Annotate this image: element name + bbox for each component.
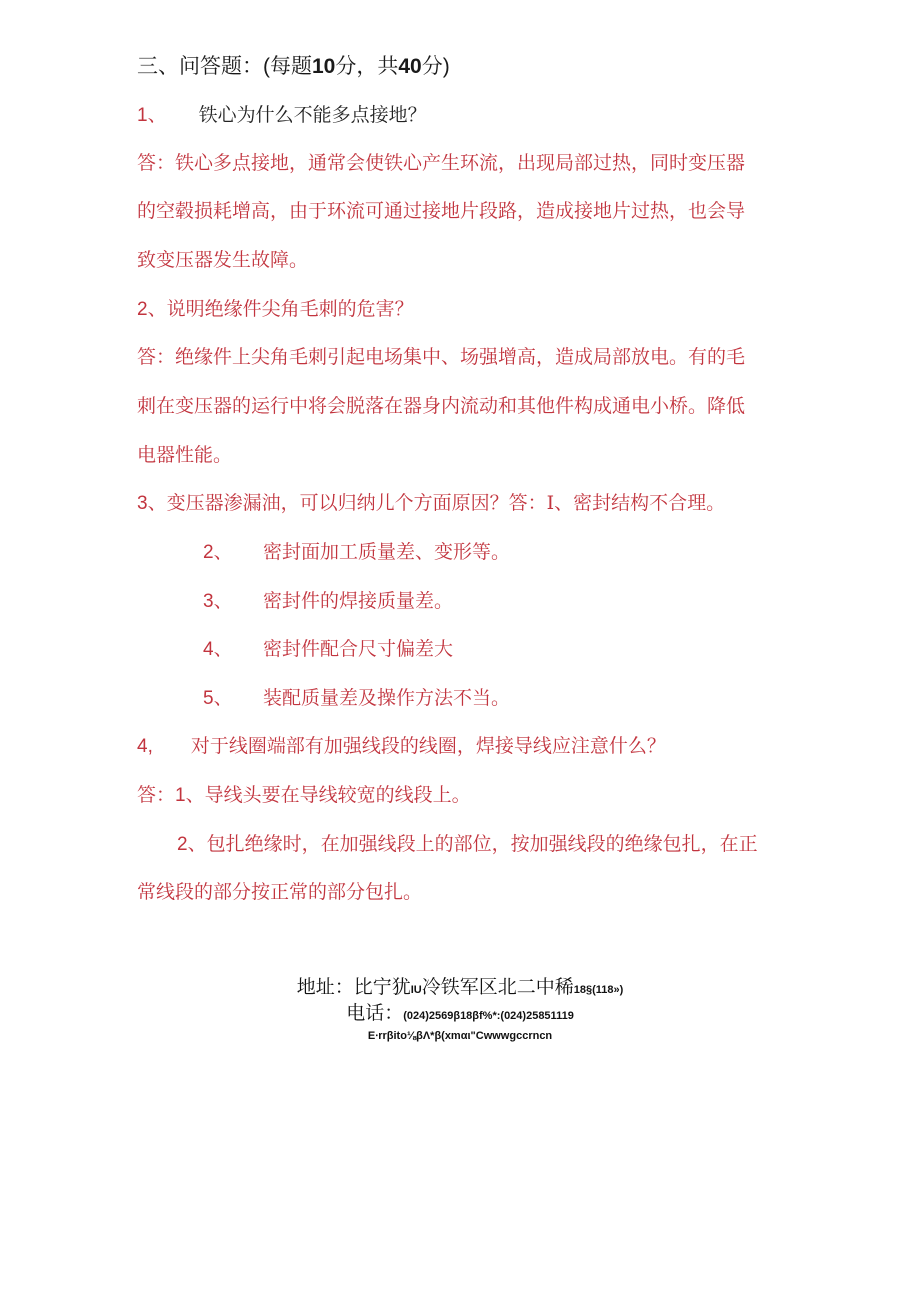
answer-2-line-2: 刺在变压器的运行中将会脱落在器身内流动和其他件构成通电小桥。降低	[137, 395, 746, 417]
answer-3-item-text: 密封件配合尺寸偏差大	[263, 638, 454, 660]
question-3-number: 3	[137, 493, 148, 514]
section-title-e: 分)	[421, 55, 450, 78]
question-1-text: 铁心为什么不能多点接地？	[198, 104, 427, 126]
question-3-text: 、变压器渗漏油，可以归纳儿个方面原因？答：I、密封结构不合理。	[147, 492, 726, 514]
answer-3-item-number: 4、	[203, 639, 233, 660]
answer-3-item-3	[203, 589, 453, 614]
answer-3-item-text: 装配质量差及操作方法不当。	[263, 687, 511, 709]
address-small-1: IU	[410, 984, 422, 996]
answer-1-line-2: 的空毂损耗增高，由于环流可通过接地片段路，造成接地片过热，也会导	[137, 200, 746, 222]
answer-3-item-number: 2、	[203, 542, 233, 563]
question-2-text: 、说明绝缘件尖角毛刺的危害？	[147, 298, 414, 320]
section-title-c: 分，共	[335, 55, 399, 78]
answer-4-line-3: 常线段的部分按正常的部分包扎。	[137, 881, 423, 903]
footer-email: E∙rrβito⅛βΛ*β(xmαι"Cwwwgccrncn	[367, 1030, 553, 1042]
question-4	[137, 734, 666, 759]
answer-4-number-1: 1	[175, 785, 186, 806]
question-3	[137, 491, 725, 516]
section-title-points: 10	[312, 55, 336, 78]
phone-text: (024)2569β18βf%*:(024)25851119	[403, 1010, 574, 1022]
address-label: 地址：	[296, 976, 354, 998]
section-title-total: 40	[398, 55, 422, 78]
answer-4-text-1: 、导线头要在导线较宽的线段上。	[185, 784, 471, 806]
question-4-text: 对于线圈端部有加强线段的线圈，焊接导线应注意什么？	[190, 735, 666, 757]
answer-2-line-3: 电器性能。	[137, 444, 233, 466]
answer-1-line-1: 答：铁心多点接地，通常会使铁心产生环流，出现局部过热，同时变压器	[137, 152, 746, 174]
section-title-a: 三、问答题：(每题	[137, 55, 312, 78]
answer-4-number-2: 2	[177, 834, 188, 855]
question-1	[137, 103, 427, 128]
answer-4-line-1	[137, 783, 471, 808]
question-2	[137, 297, 414, 322]
phone-label: 电话：	[346, 1002, 404, 1024]
answer-4-text-2: 、包扎绝缘时，在加强线段上的部位，按加强线段的绝缘包扎，在正	[187, 833, 758, 855]
answer-3-item-number: 5、	[203, 688, 233, 709]
answer-3-item-text: 密封件的焊接质量差。	[263, 590, 454, 612]
answer-2-line-1: 答：绝缘件上尖角毛刺引起电场集中、场强增高，造成局部放电。有的毛	[137, 346, 746, 368]
address-small-2: 18§(118»)	[573, 984, 624, 996]
address-text: 比宁犹	[353, 976, 411, 998]
answer-3-item-text: 密封面加工质量差、变形等。	[263, 541, 511, 563]
answer-3-item-2	[203, 540, 510, 565]
answer-4-line-2	[177, 832, 758, 857]
answer-4-prefix: 答：	[137, 784, 176, 806]
footer-address	[0, 975, 920, 1002]
footer-phone	[0, 1001, 920, 1028]
answer-3-item-number: 3、	[203, 591, 233, 612]
section-title	[137, 55, 450, 79]
question-2-number: 2	[137, 299, 148, 320]
question-4-number: 4,	[137, 736, 153, 757]
answer-3-item-5	[203, 686, 510, 711]
answer-3-item-4	[203, 637, 453, 662]
answer-1-line-3: 致变压器发生故障。	[137, 249, 309, 271]
question-1-number: 1、	[137, 105, 167, 126]
address-text-2: 冷铁军区北二中稀	[421, 976, 574, 998]
